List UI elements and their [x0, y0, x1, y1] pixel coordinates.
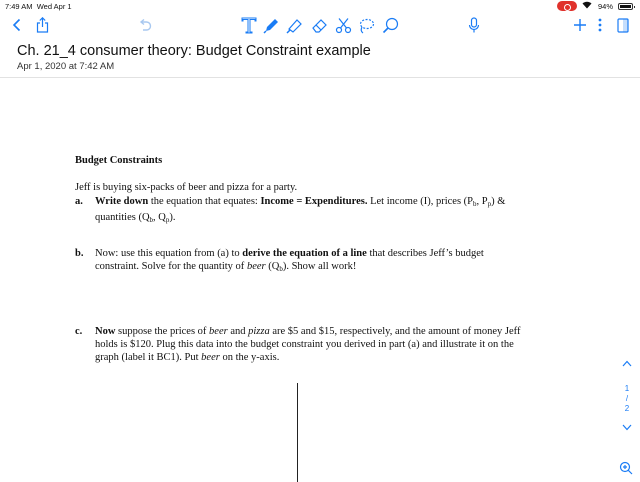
question-letter: c. [75, 326, 83, 337]
pages-icon[interactable] [615, 12, 631, 38]
page-down-icon[interactable] [616, 424, 638, 433]
scissors-tool-icon[interactable] [334, 12, 352, 38]
question-b: b. Now: use this equation from (a) to derive the equation of a line that describes Jeff’s budget constraint. Solve for the quantity of beer $(Q_b)$. Show all work! [75, 248, 484, 273]
note-date: Apr 1, 2020 at 7:42 AM [17, 61, 115, 72]
battery-icon [618, 3, 633, 10]
question-letter: a. [75, 196, 83, 207]
toolbar [0, 12, 640, 40]
status-date: Wed Apr 1 [36, 2, 72, 11]
graph-y-axis [297, 383, 298, 482]
page-title[interactable]: Ch. 21_4 consumer theory: Budget Constraint example [17, 43, 371, 59]
screen-recording-icon [557, 1, 577, 11]
eraser-tool-icon[interactable] [310, 12, 328, 38]
pen-tool-icon[interactable] [262, 12, 280, 38]
status-time: 7:49 AM Wed Apr 1 [5, 2, 72, 11]
add-icon[interactable] [572, 12, 588, 38]
question-c: c. Now suppose the prices of beer and pizza are $5 and $15, respectively, and the amount of money Jeff holds is $120. Plug this data into the budget constraint you derived in part (a) and illustrate it on the graph (label it BC1). Put beer on the y-axis. [75, 326, 521, 363]
intro-text: Jeff is buying six-packs of beer and pizza for a party. [75, 182, 298, 193]
wifi-icon [582, 1, 592, 11]
microphone-icon[interactable] [466, 12, 482, 38]
current-page-number: 1 [624, 384, 630, 393]
more-options-icon[interactable] [595, 12, 605, 38]
text-tool-icon[interactable] [240, 12, 258, 38]
zoom-in-icon[interactable] [619, 461, 633, 480]
section-heading: Budget Constraints [75, 155, 163, 166]
page-up-icon[interactable] [616, 360, 638, 369]
lasso-tool-icon[interactable] [357, 12, 375, 38]
zoom-tool-icon[interactable] [381, 12, 399, 38]
page-separator: / [625, 394, 629, 403]
question-a: a. Write down the equation that equates: Income = Expenditures. Let income (I), prices ($P_b$, $P_p$) & quantities ($Q_b$, $Q_p$). [75, 196, 506, 224]
question-letter: b. [75, 248, 84, 259]
battery-percent: 94% [598, 2, 614, 11]
undo-icon[interactable] [137, 12, 153, 38]
note-header [0, 40, 640, 78]
back-chevron-icon[interactable] [8, 12, 24, 38]
share-icon[interactable] [34, 12, 50, 38]
total-pages-number: 2 [624, 404, 630, 413]
highlighter-tool-icon[interactable] [285, 12, 303, 38]
status-bar [0, 0, 640, 12]
